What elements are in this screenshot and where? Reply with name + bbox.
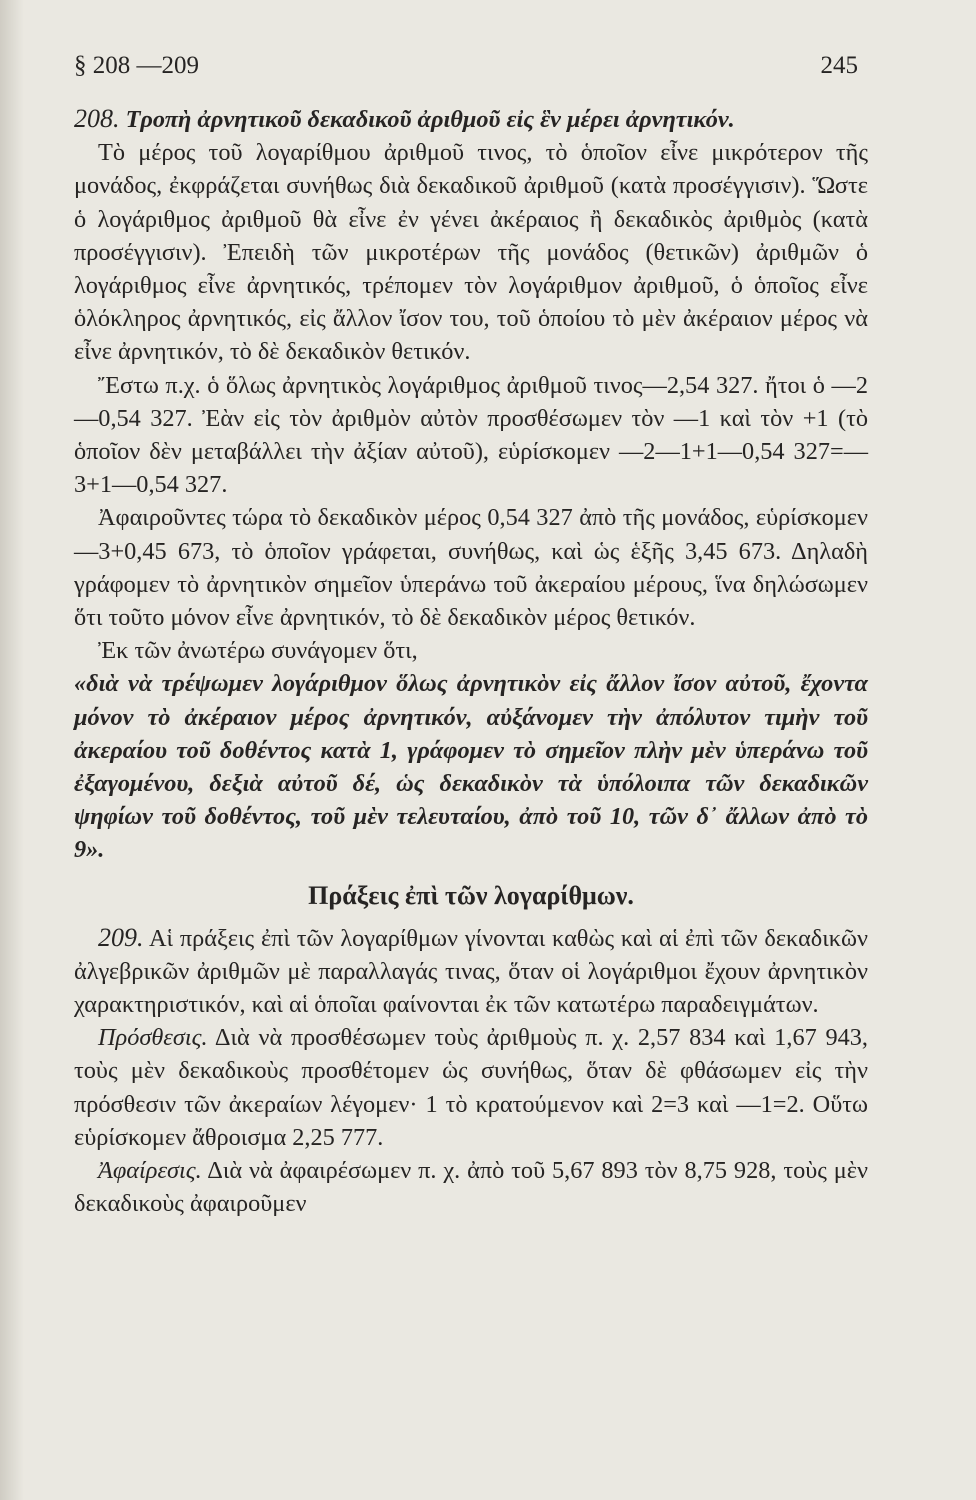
subtraction-text: Διὰ νὰ ἀφαιρέσωμεν π. χ. ἀπὸ τοῦ 5,67 893 τὸν 8,75 928, τοὺς μὲν δεκαδικοὺς ἀφαιροῦμεν (74, 1157, 868, 1218)
paragraph: Ἔστω π.χ. ὁ ὅλως ἀρνητικὸς λογάριθμος ἀριθμοῦ τινος—2,54 327. ἤτοι ὁ —2—0,54 327. Ἐὰν εἰς τὸν ἀριθμὸν αὐτὸν προσθέσωμεν τὸν —1 καὶ τὸν +1 (τὸ ὁποῖον δὲν μεταβάλλει τὴν ἀξίαν αὐτοῦ), εὑρίσκομεν —2—1+1—0,54 327=—3+1—0,54 327. (74, 371, 868, 499)
subtraction-paragraph (74, 1154, 868, 1220)
running-header (74, 52, 868, 102)
section-208-title (74, 102, 868, 136)
rule-statement: «διὰ νὰ τρέψωμεν λογάριθμον ὅλως ἀρνητικὸν εἰς ἄλλον ἴσον αὐτοῦ, ἔχοντα μόνον τὸ ἀκέραιον μέρος ἀρνητικόν, αὐξάνομεν τὴν ἀπόλυτον τιμὴν τοῦ ἀκεραίου τοῦ δοθέντος κατὰ 1, γράφομεν τὸ σημεῖον πλὴν μὲν ὑπεράνω τοῦ ἐξαγομένου, δεξιὰ αὐτοῦ δέ, ὡς δεκαδικὸν τὰ ὑπόλοιπα τῶν δεκαδικῶν ψηφίων τοῦ δοθέντος, τοῦ μὲν τελευταίου, ἀπὸ τοῦ 10, τῶν δ᾽ ἄλλων ἀπὸ τὸ 9». (74, 670, 868, 864)
section-number: 209. (98, 922, 144, 952)
addition-text: Διὰ νὰ προσθέσωμεν τοὺς ἀριθμοὺς π. χ. 2,57 834 καὶ 1,67 943, τοὺς μὲν δεκαδικοὺς προσθέτομεν ὡς συνήθως, ὅταν δὲ φθάσωμεν εἰς τὴν πρόσθεσιν τῶν ἀκεραίων λέγομεν· 1 τὸ κρατούμενον καὶ 2=3 καὶ —1=2. Οὕτω εὑρίσκομεν ἄθροισμα 2,25 777. (74, 1024, 868, 1151)
paragraph: Ἀφαιροῦντες τώρα τὸ δεκαδικὸν μέρος 0,54 327 ἀπὸ τῆς μονάδος, εὑρίσκομεν —3+0,45 673, τὸ ὁποῖον γράφεται, συνήθως, καὶ ὡς ἑξῆς 3,45 673. Δηλαδὴ γράφομεν τὸ ἀρνητικὸν σημεῖον ὑπεράνω τοῦ ἀκεραίου μέρους, ἵνα δηλώσωμεν ὅτι τοῦτο μόνον εἶνε ἀρνητικόν, τὸ δὲ δεκαδικὸν μέρος θετικόν. (74, 504, 868, 632)
paragraph: Ἐκ τῶν ἀνωτέρω συνάγομεν ὅτι, (98, 637, 418, 665)
addition-label: Πρόσθεσις. (98, 1024, 208, 1052)
page-body (74, 102, 868, 1221)
page-number: 245 (820, 52, 858, 79)
subtraction-label: Ἀφαίρεσις. (98, 1157, 202, 1185)
binding-shadow (0, 0, 24, 1500)
section-title: Τροπὴ ἀρνητικοῦ δεκαδικοῦ ἀριθμοῦ εἰς ἓν μέρει ἀρνητικόν. (125, 106, 735, 133)
section-209-intro (74, 921, 868, 1022)
section-range: § 208 —209 (74, 52, 199, 79)
addition-paragraph (74, 1021, 868, 1154)
paragraph-text: Αἱ πράξεις ἐπὶ τῶν λογαρίθμων γίνονται καθὼς καὶ αἱ ἐπὶ τῶν δεκαδικῶν ἀλγεβρικῶν ἀριθμῶν μὲ παραλλαγάς τινας, ὅταν οἱ λογάριθμοι ἔχουν ἀρνητικὸν χαρακτηριστικόν, καὶ αἱ ὁποῖαι φαίνονται ἐκ τῶν κατωτέρω παραδειγμάτων. (74, 924, 869, 1019)
subheading: Πράξεις ἐπὶ τῶν λογαρίθμων. (308, 880, 634, 910)
section-number: 208. (74, 104, 120, 133)
paragraph: Τὸ μέρος τοῦ λογαρίθμου ἀριθμοῦ τινος, τὸ ὁποῖον εἶνε μικρότερον τῆς μονάδος, ἐκφράζεται συνήθως διὰ δεκαδικοῦ ἀριθμοῦ (κατὰ προσέγγισιν). Ὥστε ὁ λογάριθμος ἀριθμοῦ θὰ εἶνε ἐν γένει ἀκέραιος ἢ δεκαδικὸς ἀριθμὸς (κατὰ προσέγγισιν). Ἐπειδὴ τῶν μικροτέρων τῆς μονάδος (θετικῶν) ἀριθμῶν ὁ λογάριθμος εἶνε ἀρνητικός, τρέπομεν τὸν λογάριθμον ἀριθμοῦ, ὁ ὁποῖος εἶνε ὁλόκληρος ἀρνητικός, εἰς ἄλλον ἴσον του, τοῦ ὁποίου τὸ μὲν ἀκέραιον μέρος νὰ εἶνε ἀρνητικόν, τὸ δὲ δεκαδικὸν θετικόν. (74, 139, 868, 366)
